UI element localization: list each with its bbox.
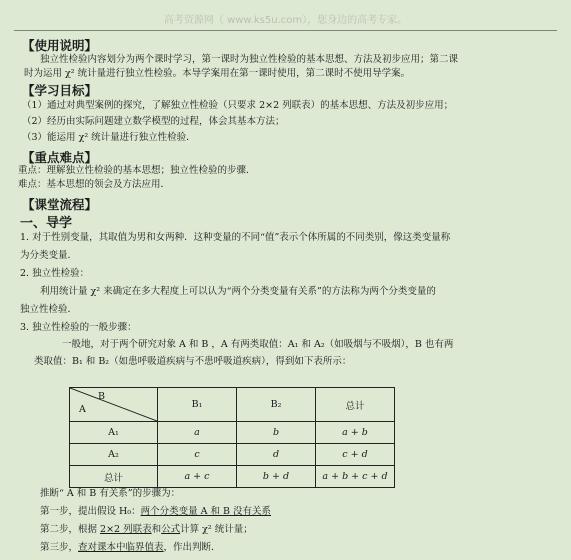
table-row xyxy=(70,444,395,466)
table-row xyxy=(70,422,395,444)
table-header: B₁ xyxy=(158,388,237,422)
table-header-row xyxy=(70,388,395,422)
step-1-underlined: 两个分类变量 A 和 B 没有关系 xyxy=(140,506,272,517)
item3-line-1: 一般地，对于两个研究对象 A 和 B ，A 有两类取值：A₁ 和 A₂（如吸烟与不吸烟），B 也有两 xyxy=(62,339,454,350)
table-cell: a xyxy=(158,422,237,444)
contingency-table xyxy=(69,387,395,488)
table-row xyxy=(70,466,395,488)
step-2-mid: 和 xyxy=(151,524,162,535)
table-cell: d xyxy=(237,444,316,466)
usage-line-1: 独立性检验内容划分为两个课时学习，第一课时为独立性检验的基本思想、方法及初步应用；第二课 xyxy=(40,54,459,65)
table-cell: b + d xyxy=(237,466,316,488)
flow-heading: 【课堂流程】 xyxy=(22,197,98,212)
item3-line-2: 类取值：B₁ 和 B₂（如患呼吸道疾病与不患呼吸道疾病），得到如下表所示： xyxy=(34,356,352,367)
step-3-prefix: 第三步， xyxy=(40,542,79,553)
step-2-underlined-formula: 公式 xyxy=(161,524,181,535)
step-1-prefix: 第一步，提出假设 H₀： xyxy=(40,506,141,517)
page-header xyxy=(0,0,571,30)
table-cell: c xyxy=(158,444,237,466)
corner-label-b: B xyxy=(98,391,105,402)
table-cell: A₂ xyxy=(70,444,158,466)
table-cell: a + c xyxy=(158,466,237,488)
usage-heading: 【使用说明】 xyxy=(22,38,98,53)
table-header: B₂ xyxy=(237,388,316,422)
item1-line-1: 1. 对于性别变量，其取值为男和女两种．这种变量的不同“值”表示个体所属的不同类别，像这类变量称 xyxy=(20,232,451,243)
table-header: 总计 xyxy=(316,388,395,422)
step-3-suffix: ，作出判断． xyxy=(163,542,221,553)
step-2 xyxy=(40,523,253,536)
table-corner-cell xyxy=(70,388,158,422)
corner-label-a: A xyxy=(79,404,86,415)
header-text: 高考资源网（ www.ks5u.com），您身边的高考专家。 xyxy=(163,15,408,26)
goals-heading: 【学习目标】 xyxy=(22,83,98,98)
step-1 xyxy=(40,505,271,518)
item2-line-2: 独立性检验． xyxy=(20,304,78,315)
step-2-prefix: 第二步，根据 xyxy=(40,524,101,535)
steps-intro: 推断“ A 和 B 有关系”的步骤为： xyxy=(40,488,181,499)
difficult-point: 难点：基本思想的领会及方法应用． xyxy=(18,179,171,190)
item1-line-2: 为分类变量． xyxy=(20,250,78,261)
goal-3: （3）能运用 χ² 统计量进行独立性检验． xyxy=(22,132,196,143)
table-cell: c + d xyxy=(316,444,395,466)
usage-line-2: 时为运用 χ² 统计量进行独立性检验。本导学案用在第一课时使用，第二课时不使用导学案。 xyxy=(24,68,411,79)
item3-heading: 3. 独立性检验的一般步骤： xyxy=(20,322,137,333)
table-cell: b xyxy=(237,422,316,444)
part1-heading: 一、导学 xyxy=(20,216,73,231)
table-cell: a + b xyxy=(316,422,395,444)
table-cell: 总计 xyxy=(70,466,158,488)
item2-heading: 2. 独立性检验： xyxy=(20,268,90,279)
header-rule xyxy=(14,30,557,31)
key-heading: 【重点难点】 xyxy=(22,150,98,165)
goal-1: （1）通过对典型案例的探究，了解独立性检验（只要求 2×2 列联表）的基本思想、方法及初步应用； xyxy=(22,100,454,111)
key-point: 重点：理解独立性检验的基本思想；独立性检验的步骤． xyxy=(18,165,256,176)
table-cell: A₁ xyxy=(70,422,158,444)
item2-line-1: 利用统计量 χ² 来确定在多大程度上可以认为“两个分类变量有关系”的方法称为两个分类变量的 xyxy=(40,286,436,297)
step-2-suffix: 计算 χ² 统计量； xyxy=(180,524,253,535)
table-cell: a + b + c + d xyxy=(316,466,395,488)
step-3-underlined: 查对课本中临界值表 xyxy=(78,542,164,553)
step-3 xyxy=(40,541,221,554)
goal-2: （2）经历由实际问题建立数学模型的过程，体会其基本方法； xyxy=(22,116,285,127)
step-2-underlined-table: 2×2 列联表 xyxy=(100,524,152,535)
